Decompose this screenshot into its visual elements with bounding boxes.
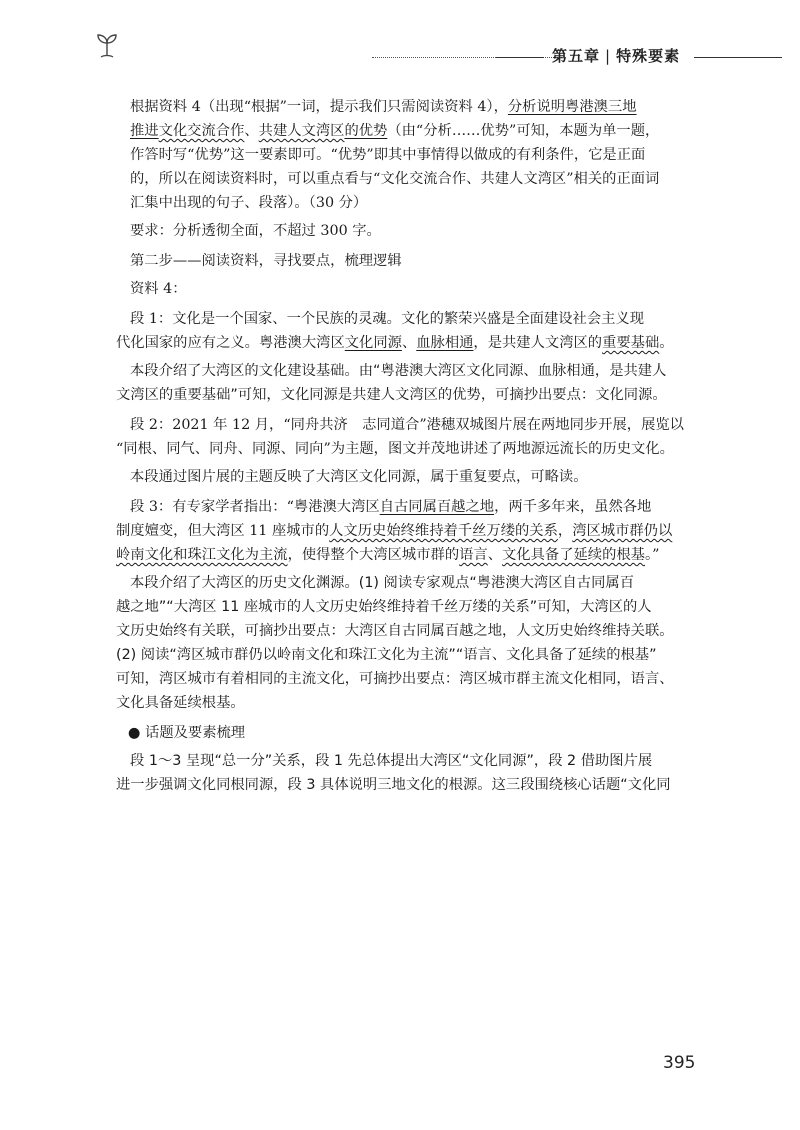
intro-wavy-culture-exchange: 文化交流合作	[158, 123, 245, 139]
analysis3-line-2: 越之地”“大湾区 11 座城市的人文历史始终维持着千丝万缕的关系”可知，大湾区的人	[116, 599, 652, 615]
summary-line-2: 进一步强调文化同根同源，段 3 具体说明三地文化的根源。这三段围绕核心话题“文化同	[116, 777, 671, 793]
page-content	[116, 95, 690, 797]
para3-line-3: 岭南文化和珠江文化为主流，使得整个大湾区城市群的语言、文化具备了延续的根基。”	[116, 547, 660, 563]
para3-underline-baiyue: 自古同属百越之地	[379, 499, 495, 515]
analysis3-line-3: 文历史始终有关联，可摘抄出要点：大湾区自古同属百越之地，人文历史始终维持关联。	[116, 623, 674, 639]
para1-line-2: 代化国家的应有之义。粤港澳大湾区文化同源、血脉相通，是共建人文湾区的重要基础。	[116, 335, 674, 351]
intro-underline-advantage: 优势	[358, 123, 388, 139]
analysis2: 本段通过图片展的主题反映了大湾区文化同源，属于重复要点，可略读。	[130, 469, 588, 485]
analysis3-line-1: 本段介绍了大湾区的历史文化渊源。(1) 阅读专家观点“粤港澳大湾区自古同属百	[130, 575, 634, 591]
para3-wavy-lingnan: 岭南文化和珠江文化为主流	[116, 547, 288, 563]
header-rule-right	[694, 57, 782, 58]
para3-wavy-language: 语言	[459, 547, 488, 563]
para3-line-2: 制度嬗变，但大湾区 11 座城市的人文历史始终维持着千丝万缕的关系，湾区城市群仍以	[116, 523, 673, 539]
analysis3-line-4: (2) 阅读“湾区城市群仍以岭南文化和珠江文化为主流”“语言、文化具备了延续的根基”	[116, 647, 657, 663]
analysis1-line-1: 本段介绍了大湾区的文化建设基础。由“粤港澳大湾区文化同源、血脉相通，是共建人	[130, 363, 667, 379]
para2-line-2: “同根、同气、同舟、同源、同向”为主题，图文并茂地讲述了两地源远流长的历史文化。	[116, 441, 674, 457]
para1-wavy-foundation: 重要基础	[602, 335, 660, 351]
step-2-heading: 第二步——阅读资料，寻找要点，梳理逻辑	[130, 253, 402, 269]
requirement: 要求：分析透彻全面，不超过 300 字。	[130, 223, 381, 239]
chapter-heading	[552, 45, 680, 66]
para2-line-1: 段 2：2021 年 12 月，“同舟共济 志同道合”港穗双城图片展在两地同步开展，展览以	[130, 417, 684, 433]
chapter-label: 第五章	[552, 47, 601, 65]
para3-wavy-roots: 文化具备了延续的根基	[502, 547, 645, 563]
para3-wavy-city-group: 湾区城市群仍以	[572, 523, 673, 539]
para1-underline-same-origin: 文化同源	[344, 335, 402, 351]
bullet-dot-icon: ●	[128, 725, 141, 741]
chapter-title: 特殊要素	[616, 47, 681, 65]
para1-line-1: 段 1：文化是一个国家、一个民族的灵魂。文化的繁荣兴盛是全面建设社会主义现	[130, 311, 645, 327]
analysis3-line-6: 文化具备延续根基。	[116, 695, 245, 711]
page-number: 395	[663, 1053, 696, 1073]
analysis3-line-5: 可知，湾区城市有着相同的主流文化，可摘抄出要点：湾区城市群主流文化相同，语言、	[116, 671, 674, 687]
para3-wavy-history: 人文历史始终维持着千丝万缕的关系	[329, 523, 558, 539]
intro-line-1: 根据资料 4（出现“根据”一词，提示我们只需阅读资料 4），分析说明粤港澳三地	[130, 99, 637, 115]
intro-wavy-humanity-bay: 共建人文湾区	[258, 123, 345, 139]
material-label: 资料 4：	[130, 281, 187, 297]
summary-line-1: 段 1～3 呈现“总一分”关系，段 1 先总体提出大湾区“文化同源”，段 2 借助图片展	[130, 753, 653, 769]
page-header	[0, 30, 800, 70]
intro-underline-task: 分析说明粤港澳三地	[507, 99, 637, 115]
chapter-separator: |	[605, 47, 612, 65]
intro-line-5: 汇集中出现的句子、段落）。（30 分）	[130, 195, 368, 211]
intro-line-4: 的，所以在阅读资料时，可以重点看与“文化交流合作、共建人文湾区”相关的正面词	[130, 171, 660, 187]
sprout-logo-icon	[92, 30, 122, 60]
analysis1-line-2: 文湾区的重要基础”可知，文化同源是共建人文湾区的优势，可摘抄出要点：文化同源。	[116, 387, 667, 403]
header-rule-left	[496, 57, 544, 58]
intro-line-3: 作答时写“优势”这一要素即可。“优势”即其中事情得以做成的有利条件，它是正面	[130, 147, 646, 163]
para3-line-1: 段 3：有专家学者指出：“粤港澳大湾区自古同属百越之地，两千多年来，虽然各地	[130, 499, 652, 515]
topic-heading: ● 话题及要素梳理	[128, 725, 246, 741]
intro-line-2: 推进文化交流合作、共建人文湾区的优势（由“分析……优势”可知，本题为单一题，	[130, 123, 660, 139]
para1-underline-blood: 血脉相通	[416, 335, 474, 351]
